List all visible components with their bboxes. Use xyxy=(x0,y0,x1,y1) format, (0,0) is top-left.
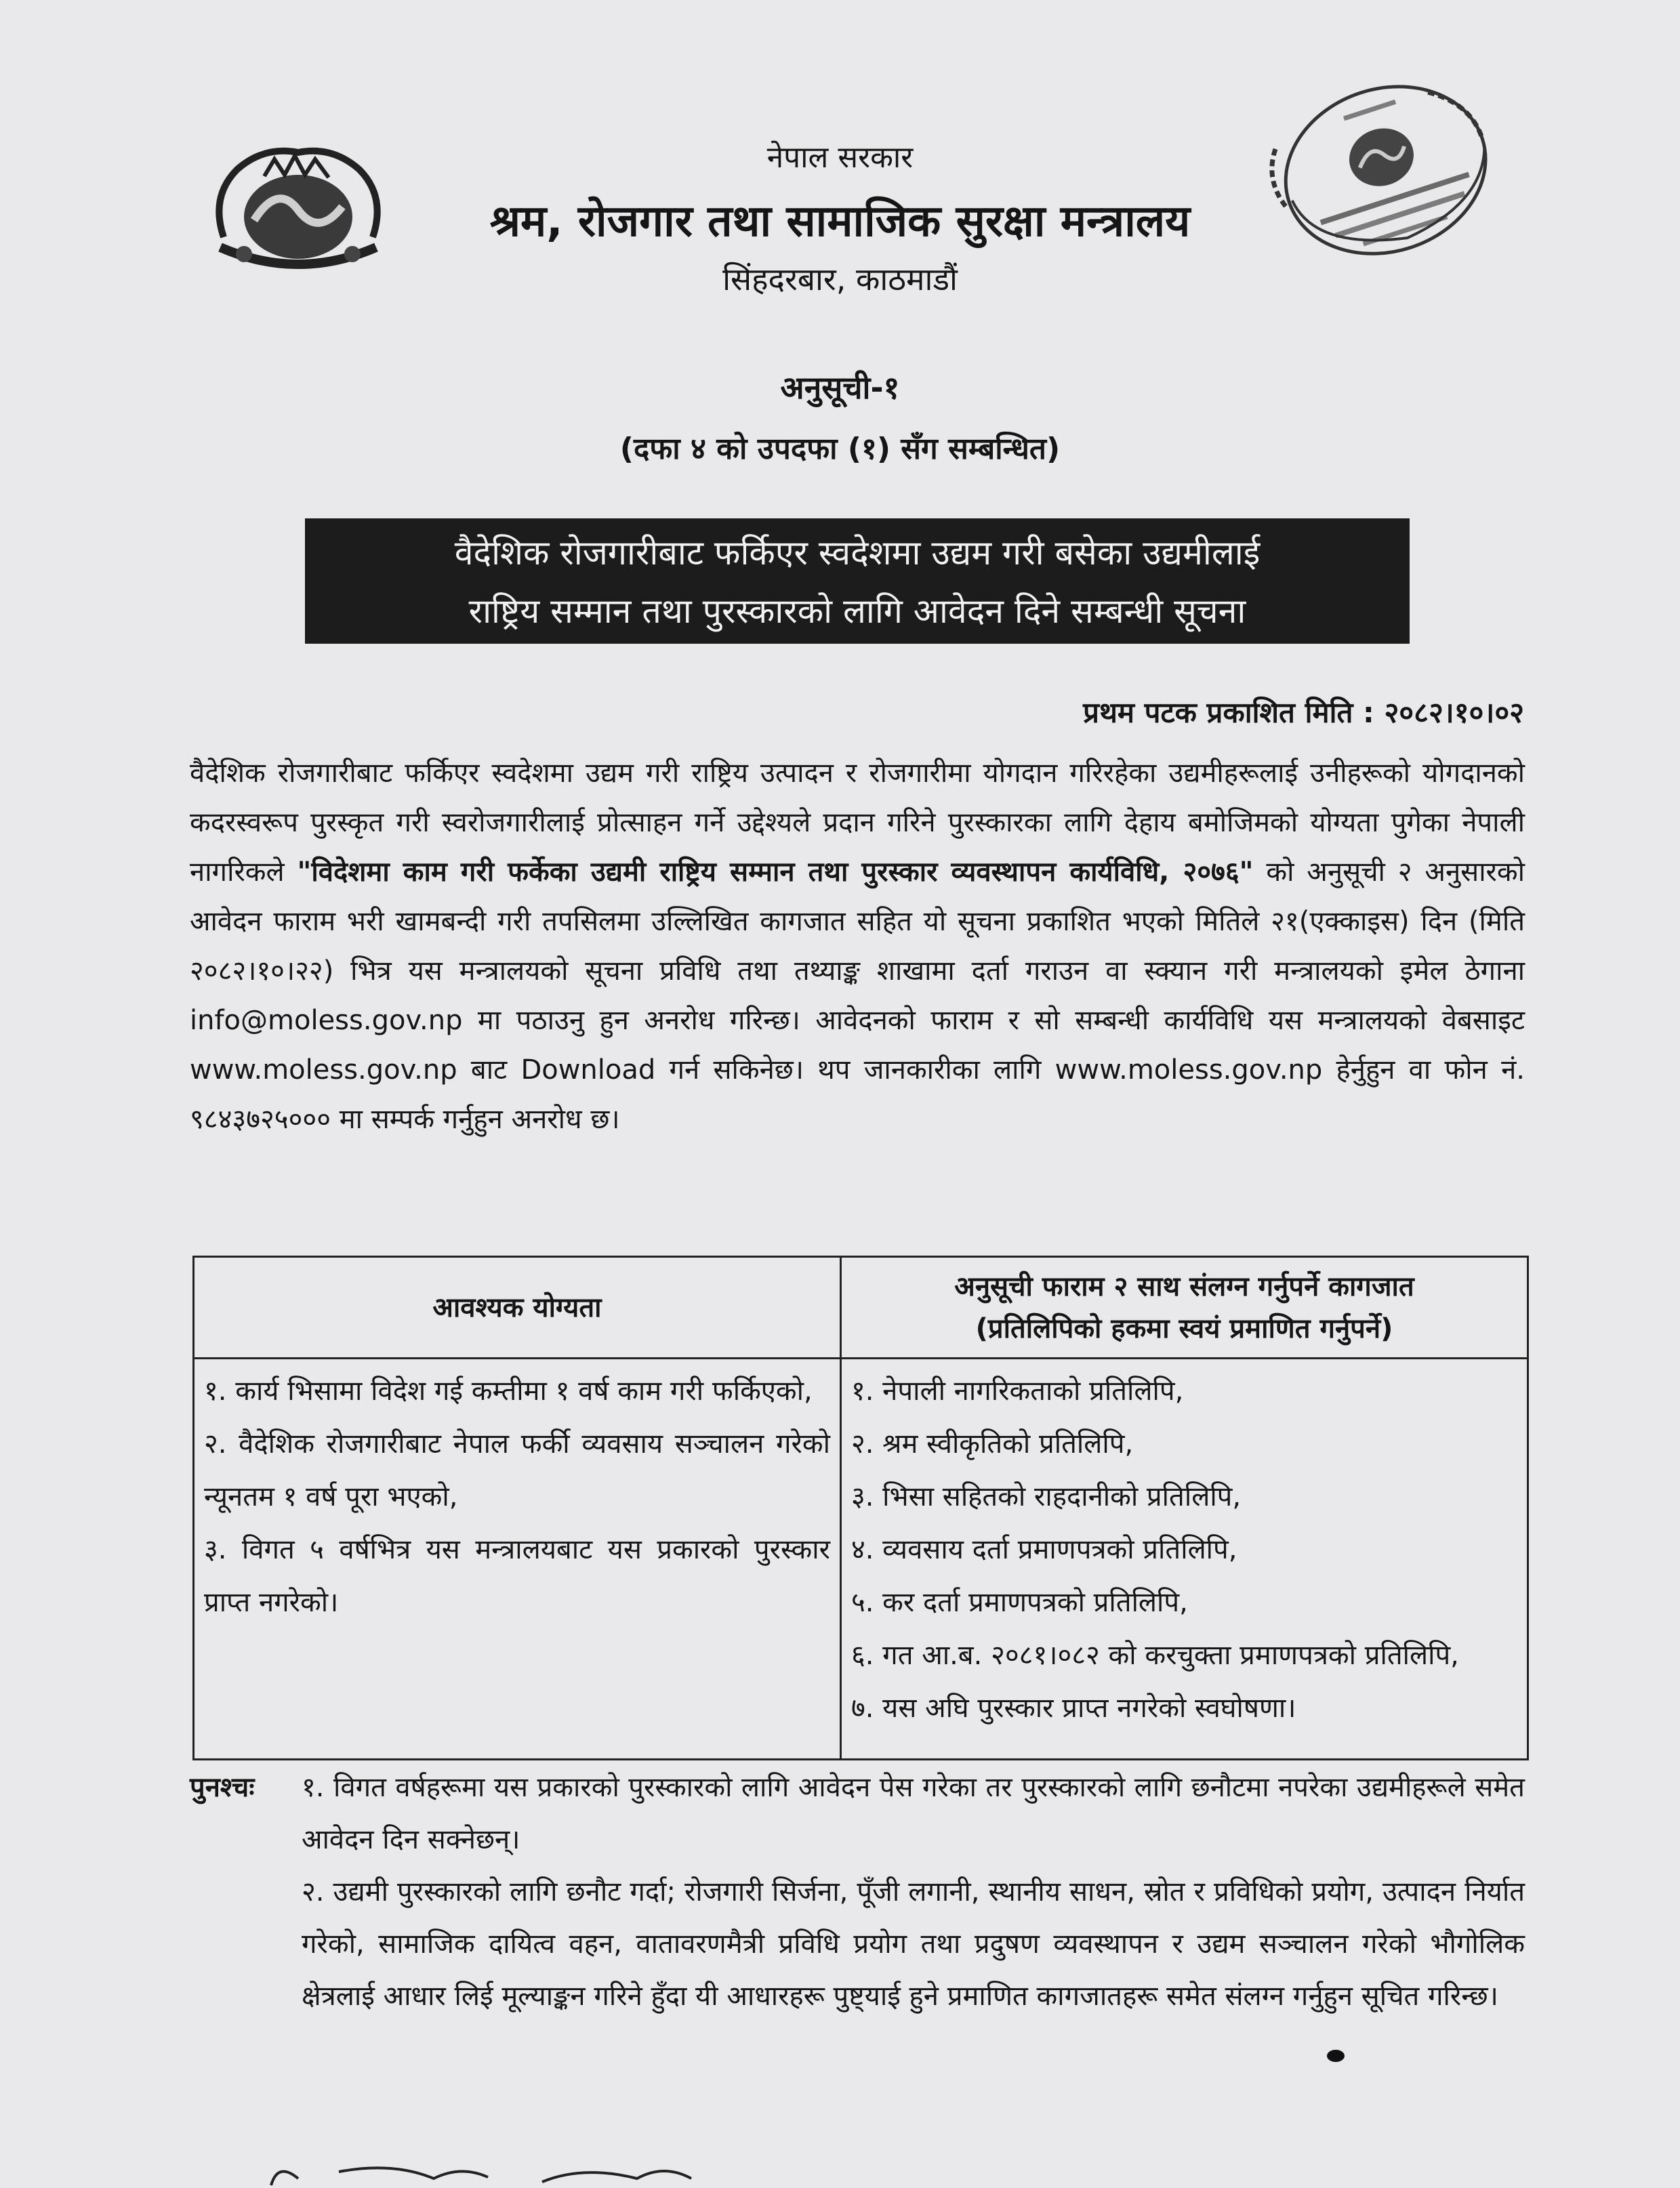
notice-banner xyxy=(305,518,1410,644)
document-item: ६. गत आ.ब. २०८१।०८२ को करचुक्ता प्रमाणपत्रको प्रतिलिपि, xyxy=(851,1640,1459,1671)
annex-reference: (दफा ४ को उपदफा (१) सँग सम्बन्धित) xyxy=(619,432,1061,466)
table-row xyxy=(194,1359,1528,1760)
government-name: नेपाल सरकार xyxy=(766,140,914,175)
signature-icon xyxy=(258,2158,867,2188)
procedure-title: "विदेशमा काम गरी फर्केका उद्यमी राष्ट्रिय सम्मान तथा पुरस्कार व्यवस्थापन कार्यविधि, २०७६" xyxy=(297,856,1254,888)
document-item: ५. कर दर्ता प्रमाणपत्रको प्रतिलिपि, xyxy=(851,1587,1188,1618)
notice-paragraph xyxy=(190,749,1525,1144)
qualification-header: आवश्यक योग्यता xyxy=(194,1257,841,1359)
documents-header xyxy=(840,1257,1528,1359)
document-item: ७. यस अघि पुरस्कार प्राप्त नगरेको स्वघोषणा। xyxy=(851,1693,1296,1724)
publication-date xyxy=(1083,693,1524,731)
documents-cell xyxy=(840,1359,1528,1760)
table-header-row xyxy=(194,1257,1528,1359)
documents-header-line-1: अनुसूची फाराम २ साथ संलग्न गर्नुपर्ने कागजात xyxy=(954,1271,1414,1302)
ministry-name: श्रम, रोजगार तथा सामाजिक सुरक्षा मन्त्रालय xyxy=(489,197,1191,247)
postscript-body xyxy=(302,1762,1525,2023)
notice-part-1: वैदेशिक रोजगारीबाट फर्किएर स्वदेशमा उद्यम गरी राष्ट्रिय उत्पादन र रोजगारीमा योगदान गरिरहेका उद्यमीहरूलाई उनीहरूको योगदानको कदरस्वरूप पुरस्कृत गरी स्वरोजगारीलाई प्रोत्साहन गर्ने उद्देश्यले प्रदान गरिने पुरस्कारका लागि देहाय बमोजिमको योग्यता पुगेका नेपाली नागरिकले xyxy=(190,758,1525,888)
document-item: २. श्रम स्वीकृतिको प्रतिलिपि, xyxy=(851,1428,1134,1460)
requirements-table xyxy=(192,1256,1529,1760)
postscript xyxy=(190,1762,1525,2023)
publication-date-value: २०८२।१०।०२ xyxy=(1384,696,1524,729)
publication-date-label: प्रथम पटक प्रकाशित मिति : xyxy=(1083,696,1374,729)
notice-part-2: को अनुसूची २ अनुसारको आवेदन फाराम भरी खामबन्दी गरी तपसिलमा उल्लिखित कागजात सहित यो सूचना प्रकाशित भएको मितिले २१(एक्काइस) दिन (मिति २०८२।१०।२२) भित्र यस मन्त्रालयको सूचना प्रविधि तथा तथ्याङ्क शाखामा दर्ता गराउन वा स्क्यान गरी मन्त्रालयको इमेल ठेगाना info@moless.gov.np मा पठाउनु हुन अनरोध गरिन्छ। आवेदनको फाराम र सो सम्बन्धी कार्यविधि यस मन्त्रालयको वेबसाइट www.moless.gov.np बाट Download गर्न सकिनेछ। थप जानकारीका लागि www.moless.gov.np हेर्नुहुन वा फोन नं. ९८४३७२५००० मा सम्पर्क गर्नुहुन अनरोध छ। xyxy=(190,856,1525,1135)
document-item: ३. भिसा सहितको राहदानीको प्रतिलिपि, xyxy=(851,1481,1242,1512)
ink-spot xyxy=(1327,2050,1345,2062)
document-item: ४. व्यवसाय दर्ता प्रमाणपत्रको प्रतिलिपि, xyxy=(851,1534,1237,1565)
annex-title: अनुसूची-१ xyxy=(780,369,900,406)
postscript-item: २. उद्यमी पुरस्कारको लागि छनौट गर्दा; रोजगारी सिर्जना, पूँजी लगानी, स्थानीय साधन, स्रोत र प्रविधिको प्रयोग, उत्पादन निर्यात गरेको, सामाजिक दायित्व वहन, वातावरणमैत्री प्रविधि प्रयोग तथा प्रदुषण व्यवस्थापन र उद्यम सञ्चालन गरेको भौगोलिक क्षेत्रलाई आधार लिई मूल्याङ्कन गरिने हुँदा यी आधारहरू पुष्ट्याई हुने प्रमाणित कागजातहरू समेत संलग्न गर्नुहुन सूचित गरिन्छ। xyxy=(302,1876,1525,2012)
documents-header-line-2: (प्रतिलिपिको हकमा स्वयं प्रमाणित गर्नुपर्ने) xyxy=(975,1313,1393,1344)
ministry-seal-icon xyxy=(1230,71,1528,295)
postscript-label: पुनश्चः xyxy=(190,1772,255,1803)
document-item: १. नेपाली नागरिकताको प्रतिलिपि, xyxy=(851,1376,1184,1407)
banner-line-1: वैदेशिक रोजगारीबाट फर्किएर स्वदेशमा उद्यम गरी बसेका उद्यमीलाई xyxy=(454,533,1261,573)
ministry-address: सिंहदरबार, काठमाडौं xyxy=(722,261,958,297)
qualification-item: १. कार्य भिसामा विदेश गई कम्तीमा १ वर्ष काम गरी फर्किएको, xyxy=(204,1376,813,1407)
banner-line-2: राष्ट्रिय सम्मान तथा पुरस्कारको लागि आवेदन दिने सम्बन्धी सूचना xyxy=(468,592,1246,631)
qualification-item: २. वैदेशिक रोजगारीबाट नेपाल फर्की व्यवसाय सञ्चालन गरेको न्यूनतम १ वर्ष पूरा भएको, xyxy=(204,1428,830,1512)
qualification-cell xyxy=(194,1359,841,1760)
qualification-item: ३. विगत ५ वर्षभित्र यस मन्त्रालयबाट यस प्रकारको पुरस्कार प्राप्त नगरेको। xyxy=(204,1534,830,1618)
postscript-item: १. विगत वर्षहरूमा यस प्रकारको पुरस्कारको लागि आवेदन पेस गरेका तर पुरस्कारको लागि छनौटमा नपरेका उद्यमीहरूले समेत आवेदन दिन सक्नेछन्। xyxy=(302,1772,1525,1855)
